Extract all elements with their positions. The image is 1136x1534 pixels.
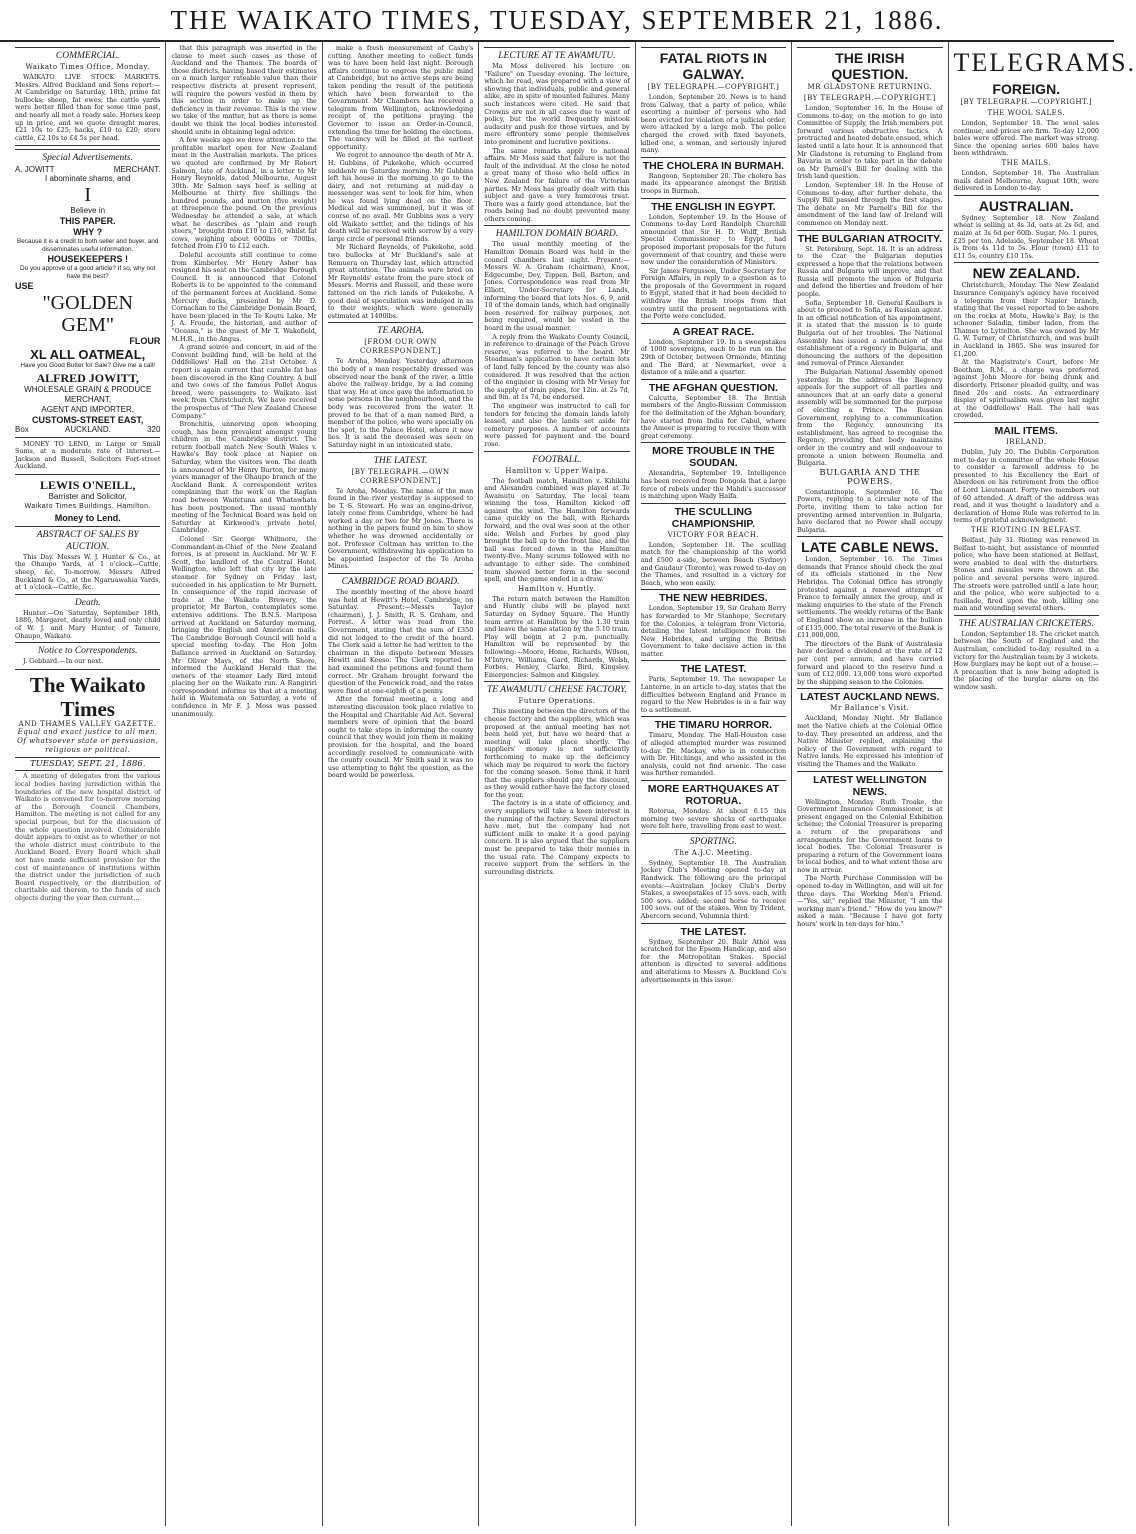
football-subheading: Hamilton v. Upper Waipa. [505, 466, 609, 475]
australian-body: Sydney, September 18. New Zealand wheat is selling at 4s 3d, oats at 2s 6d, and maize at 3s 6d per 60lb. Sugar, No. 1 pures, £25 per ton. Adelaide, September 18. Wheat is from 4s 11d to 5s. Flour (town) £11 to £11 5s, country £10 15s. [953, 213, 1099, 260]
galway-heading: FATAL RIOTS IN GALWAY. [641, 47, 786, 82]
timaru-heading: THE TIMARU HORROR. [641, 716, 786, 731]
wellington-body: Wellington, Monday. Ruth Troake, the Government Insurance Commissioner, is at present engaged on the Colonial Exhibition scheme; the Colonial Treasurer is preparing a return of the preparations and arrangements for the Government loans to local bodies. The Colonial Treasurer is preparing a return of the Government loans to local bodies, and to what extent these are now in arrear. [797, 797, 943, 874]
auckland-body: Auckland, Monday Night. Mr Ballance met the Native chiefs at the Colonial Office to-day. They presented an address, and the Native Minister replied, explaining the policy of the Government with regard to Native lands. He expressed his intention of visiting the Thames and the Waikato. [797, 714, 943, 768]
lecture-heading: LECTURE AT TE AWAMUTU. [484, 47, 629, 62]
ireland-body: Dublin, July 20. The Dublin Corporation met to-day in committee of the whole House to consider a farewell address to be presented to his Excellency the Earl of Aberdeen on his retirement from the office of Lord Lieutenant. Forty-two members out of 60 attended. A draft of the address was read, and it was thought a laudatory and a declaration of Home Rule was referred to in terms of grateful acknowledgment. [953, 448, 1099, 525]
auckland-label: AUCKLAND. [65, 424, 111, 434]
article-body: A grand soirée and concert, in aid of the Convent building fund, will be held at the Oddfellows' Hall on the 21st October. A report is again current that curable fat has been discovered in the King Country. A bull and two cows of the famous Pollet Angus breed, were passengers to Waikato last week from Christchurch. We have received the prospectus of "The New Zealand Cheese Company." [171, 343, 317, 420]
telegraph-subheading: [BY TELEGRAPH.—COPYRIGHT.] [960, 98, 1093, 106]
te-aroha-subheading: [FROM OUR OWN CORRESPONDENT.] [360, 338, 442, 356]
agent-line: AGENT AND IMPORTER, [41, 404, 135, 414]
column-1 [10, 42, 166, 1526]
flour-line: FLOUR [129, 336, 161, 347]
galway-body: London, September 20. News is to hand from Galway, that a party of police, while escorting a number of persons who had been evicted for violation of a judicial order, were attacked by a large mob. The police charged the crowd with fixed bayonets, killed one, a woman, and seriously injured many. [640, 93, 787, 155]
rotorua-heading: MORE EARTHQUAKES AT ROTORUA. [641, 780, 786, 807]
new-zealand-body: Christchurch, Monday. The New Zealand Insurance Company's agency have received a telegram from their Napier branch, stating that the vessel reported to be ashore on the rocks at Motu, Hawke's Bay, is the schooner Saladin, timber laden, from the Thames to Lyttelton. She was owned by Mr G. W. Turner, of Christchurch, and was built in Auckland in 1885. She was insured for £1,200. [953, 281, 1099, 358]
soudan-body: Alexandria, September 19. Intelligence has been received from Dongola that a large force of rebels under the Mahdi's successor is marching upon Wady Halfa. [640, 469, 787, 501]
article-body: A few weeks ago we drew attention to the profitable market open for New Zealand meat in the Australian markets. The prices we quoted are confirmed by Mr Robert Salmon, late of Auckland, in a letter to Mr Henry Reynolds, dated Melbourne, August 30th. Mr Salmon says beef is selling at Melbourne at thirty five shillings the hundred pounds, and mutton (five weight) at threepence the pound. On the previous Wednesday he attended a sale, at which what he describes as "plain and rough steers," brought from £10 to £16, whilst fat cows, weighing about 600lbs or 700lbs, fetched from £10 to £12 each. [171, 136, 317, 251]
cheese-body: This meeting between the directors of the cheese factory and the suppliers, which was proposed at the annual meeting has not been held yet, but have we heard that a meeting will take place shortly. The suppliers' money is not sufficiently forthcoming to make up the deficiency which may be required to work the factory for the coming season. Some think it hard that the suppliers should pay the discount, as they would rather have the factory closed for the year. [484, 707, 630, 799]
cricketers-heading: THE AUSTRALIAN CRICKETERS. [954, 615, 1099, 630]
foreign-heading: FOREIGN. [992, 81, 1061, 97]
ajc-body: Sydney, September 18. The Australian Jockey Club's Meeting opened to-day at Randwick. The following are the principal events:—Australian Jockey Club's Derby Stakes, a sweepstakes of 15 sovs. each, with 500 sovs. added; second horse to receive 100 sovs. out of the stakes. Won by Trident, Abercorn second, Volumnia third. [640, 858, 787, 920]
ajc-subheading: The A.J.C. Meeting. [674, 848, 753, 857]
latest-body: Paris, September 19. The newspaper Le Lanterne, in an article to-day, states that the difficulties between England and France in regard to the New Hebrides is in a fair way to a settlement. [640, 675, 787, 714]
golden-gem-line: "GOLDEN GEM" [42, 292, 133, 337]
death-body: Hunter.—On Saturday, September 18th, 1886, Margaret, dearly loved and only child of W. J. and Mary Hunter, of Tamere, Ohaupo, Waikato. [15, 608, 161, 640]
cheese-body-2: The factory is in a state of efficiency, and every suppliers will take a keen interest in the running of the factory. Several directors have met, but the company had not sufficient milk to make it a good paying concern. It is also argued that the suppliers must be prepared to take their monies in the usual rate. The Company expects to receive support from the settlers in the surrounding districts. [484, 799, 630, 876]
rotorua-body: Rotorua, Monday. At about 6.15 this morning two severe shocks of earthquake were felt here, travelling from east to west. [640, 807, 787, 831]
masthead-title: THE WAIKATO TIMES, TUESDAY, SEPTEMBER 21, 1886. [170, 5, 944, 35]
article-body: We regret to announce the death of Mr A. H. Gubbins, of Pukekohe, which occurred suddenly on Saturday morning. Mr Gubbins left his house in the morning to go to the dairy, and not returning at mid-day a messenger was sent to look for him, when he was found lying dead on the floor. Medical aid was summoned, but it was of course of no avail. Mr Gubbins was a very old Waikato settler, and the tidings of his death will be received with sorrow by a very large circle of personal friends. [327, 151, 474, 243]
grain-merchant-line: WHOLESALE GRAIN & PRODUCE MERCHANT, [24, 384, 152, 404]
bulgarian-body-2: Sofia, September 18. General Kaulbars is about to proceed to Sofia, as Russian agent. In an official notification of his appointment, it is stated that the mission is to guide Bulgaria out of her troubles. The National Assembly has issued a notification of the establishment of a regency in Bulgaria, and denouncing the authors of the deposition and removal of Prince Alexander. [797, 298, 943, 368]
inner-masthead-subtitle: AND THAMES VALLEY GAZETTE. [18, 719, 157, 728]
cambridge-road-board-heading: CAMBRIDGE ROAD BOARD. [328, 573, 473, 588]
ireland-subheading: IRELAND. [1005, 438, 1047, 446]
commercial-subheading: Waikato Times Office, Monday. [25, 63, 150, 71]
jowitt-name: A. JOWITT [15, 165, 55, 175]
article-body: make a fresh measurement of Cashy's cutting. Another meeting to collect funds was to have been held last night. Borough affairs continue to engross the public mind at Cambridge, but no active steps are being taken pending the result of the petitions which have been forwarded to the Government. Mr Chambers has received a telegram from Wellington, acknowledging receipt of the petitions praying the Governor to issue an Order-in-Council, extending the time for holding the elections. The vacancy will be filled at the earliest opportunity. [327, 44, 474, 151]
column-4 [479, 42, 635, 1526]
alfred-jowitt-line: ALFRED JOWITT, [36, 370, 139, 385]
box-label: Box [15, 424, 29, 434]
latest-body: Te Aroha, Monday. The name of the man found in the river yesterday is supposed to be T. S. Stewart. He was an engine-driver, lately come from Cambridge, where he had worked a day or two for Mr Jones. There is nothing in the papers found on him to show whether he was drowned accidentally or not. Professor Coltman has written to the Government, withdrawing his application to be appointed Inspector of the Te Aroha Mines. [327, 486, 474, 571]
housekeepers-line: HOUSEKEEPERS ! [47, 254, 128, 265]
huntly-subheading: Hamilton v. Huntly. [518, 584, 596, 593]
sculling-body: London, September 18. The sculling match for the championship of the world and £500 a-side, between Beach (Sydney) and Gaudaur (Toronto), was rowed to-day on the Thames, and resulted in a victory for Beach, who won easily. [640, 540, 787, 587]
telegraph-subheading: [BY TELEGRAPH.—COPYRIGHT.] [803, 94, 936, 102]
divider [15, 669, 160, 670]
divider [15, 474, 160, 475]
special-ads-heading: Special Advertisements. [15, 149, 160, 164]
domain-body-3: The engineer was instructed to call for tenders for fencing the domain lands lately leased, and also the lands set aside for cemetery purposes. A number of accounts were passed for payment and the board rose. [484, 401, 630, 448]
auckland-subheading: Mr Ballance's Visit. [830, 704, 910, 713]
money-lend-line: Money to Lend. [54, 512, 121, 523]
lewis-name: LEWIS O'NEILL, [40, 477, 136, 492]
cheese-factory-heading: TE AWAMUTU CHEESE FACTORY. [484, 681, 629, 696]
new-zealand-heading: NEW ZEALAND. [954, 262, 1099, 281]
article-body: Mr Richard Reynolds, of Pukekohe, sold two bullocks at Mr Buckland's sale at Remuera on Thursday last, which attracted great attention. The animals were bred on Mr Reynolds' estate from the pure stock of Messrs. Morris and Russell, and these were fattened on the rich lands of Pukekohe. A good deal of speculation was indulged in as to their weights, which were generally estimated at 1400lbs. [327, 243, 474, 320]
hebrides-heading: THE NEW HEBRIDES. [641, 589, 786, 604]
oatmeal-line: XL ALL OATMEAL, [30, 347, 146, 363]
cambridge-body-2: After the formal meeting, a long and interesting discussion took place relative to the Hospital and Charitable Aid Act. Several members were of opinion that the board ought to take steps in informing the county council that they would join them in making provision for the hospital, and the board accordingly resolved to communicate with the county council. Mr Smith said it was no use attempting to fight the question, as the board would be powerless. [327, 695, 474, 780]
burmah-body: Rangoon, September 20. The cholera has made its appearance amongst the British troops in Burmah. [640, 171, 787, 195]
abstract-body: This Day. Messrs W. J. Hunter & Co., at the Ohaupo Yards, at 1 o'clock—Cattle, sheep, &c. To-morrow. Messrs Alfred Buckland & Co., at the Ngaruawahia Yards, at 1 o'clock—Cattle, &c. [15, 552, 161, 592]
commercial-heading: COMMERCIAL. [15, 47, 160, 62]
jowitt-trade: MERCHANT. [113, 165, 161, 175]
notice-body: J. Gebbard.—In our next. [23, 657, 104, 666]
te-aroha-heading: TE AROHA. [328, 322, 473, 337]
lewis-oneill-ad [15, 478, 160, 524]
new-zealand-body-2: At the Magistrate's Court, before Mr Beetham, R.M., a charge was preferred against John Moore for being drunk and disorderly. Prisoner pleaded guilty, and was fined 20s and costs. An extraordinary display of spiritualism was given last night at the Oddfellows' Hall. The hall was crowded. [953, 358, 1099, 420]
egypt-body: London, September 19. In the House of Commons to-day Lord Randolph Churchill announced that Sir H. D. Wolff, British Special Commissioner to Egypt, had proposed important proposals for the future government of that country, and these were now under the consideration of Ministers. [640, 212, 787, 267]
afghan-heading: THE AFGHAN QUESTION. [641, 379, 786, 394]
sporting-heading: SPORTING. [641, 833, 786, 848]
egypt-body-2: Sir James Fergusson, Under Secretary for Foreign Affairs, in reply to a question as to the proposals of the Government in regard to Egypt, stated that it had been decided to withdraw the British troops from that country until the present negotiations with the Porte were concluded. [640, 266, 787, 321]
irish-subheading: MR GLADSTONE RETURNING. [807, 83, 933, 91]
irish-body-2: London, September 18. In the House of Commons to-day, after further debate, the Supply Bill passed through the first stages. The debate on Mr Parnell's Bill for the amendment of the land law of Ireland will commence on Monday next. [797, 180, 943, 227]
article-body: that this paragraph was inserted in the clause to meet such cases as those of Auckland and the Thames. The boards of those districts, having based their estimates on a much larger rateable value than their respective districts at present represent, will require the powers vested in them by this section in order to make up the deficiency in their revenue. This is the view we take of the matter, but as there is some doubt we think the local bodies interested should unite in obtaining legal advice. [171, 44, 317, 136]
jowitt-advertisement [15, 166, 160, 433]
te-aroha-body: Te Aroha, Monday. Yesterday afternoon the body of a man respectably dressed was observed near the bank of the river, a little above the railway bridge, by a lad coming that way. He at once gave the information to some persons in the neighbourhood, and the body was recovered from the water. It proved to be that of a man named Bird, a member of the police, who were specially on the spot, to the Palace Hotel, where it now lies. It is said the deceased was seen on Saturday night in an intoxicated state. [327, 357, 474, 449]
rioting-subheading: THE RIOTING IN BELFAST. [970, 525, 1082, 534]
column-7 [949, 42, 1136, 1526]
australian-heading: AUSTRALIAN. [954, 195, 1099, 214]
shams-line: I abominate shams, and [45, 173, 131, 183]
approve-line: Do you approve of a good article? If so, why not have the best? [20, 265, 156, 280]
hebrides-body: London, September 19. Sir Graham Berry has forwarded to Mr Stanhope, Secretary for the Colonies, a telegram from Victoria, detailing the latest intelligence from the New Hebrides, and urging the British Government to take decisive action in the matter. [640, 604, 787, 658]
column-6 [792, 42, 948, 1526]
article-body: Doleful accounts still continue to come from Kimberley. Mr Henry Asher has resigned his seat on the Cambridge Borough Council. It is announced that Colonel Roberts is to be appointed to the command of the permanent forces at Auckland. Some Mercury ducks, presented by Mr D. Cornachan to the Cambridge Domain Board, have been placed in the Te Koutu Lake. Mr J. A. Froude, the historian, and author of "Oceana," is the guest of Mr T. Wakefield, M.H.R., in the Angus. [171, 251, 317, 343]
buildings-line: Waikato Times Buildings, Hamilton. [24, 502, 151, 510]
powers-subheading: BULGARIA AND THE POWERS. [819, 467, 921, 487]
latest-heading: THE LATEST. [641, 660, 786, 675]
sculling-heading: THE SCULLING CHAMPIONSHIP. [641, 503, 786, 530]
leader-article-body: A meeting of delegates from the various local bodies having jurisdiction within the boundaries of the new hospital district of Waikato is convened for to-morrow morning at the Borough Council Chambers, Hamilton. The meeting is not called for any special purpose, but for the discussion of the whole question involved. Considerable doubt appears to exist as to whether or not the whole district must contribute to the Auckland Board. Every Board which shall not have made sufficient provision for the cost of maintenance of institutions within the district under the jurisdiction of such Board respectively, or the distribution of charitable aid therein, to the funds of such objects during the year then current... [15, 772, 161, 902]
cambridge-body: The monthly meeting of the above board was held at Hewitt's Hotel, Cambridge, on Saturday. Present:—Messrs Taylor (chairman), J. J. Smith, R. S. Graham, and Forrest. A letter was read from the Government, stating that the sum of £350 did not lodged to the credit of the board. The Clerk said a letter he had written to the chairman in the dispute between Messrs Hewitt and Keeso. The Clerk reported he had examined the petitions and found them correct. Mr Graham brought forward the question of the Fencwick road, and the rates were fixed at one-eighth of a penny. [327, 588, 474, 695]
use-line: USE [15, 281, 34, 292]
newspaper-masthead [0, 0, 1114, 42]
column-2 [166, 42, 322, 1526]
big-letter-i: I [84, 183, 92, 206]
lecture-body-2: The same remarks apply to national affairs. Mr Moss said that failure is not the fault of the individual. At the close he noted a great many of those who held office in New Zealand for failure of the Victorian parties. Mr Moss has greatly dealt with this subject and gave a very humorous treat. There was a fairly good attendance, but the roads being bad no doubt prevented many others coming. [484, 146, 630, 223]
telegrams-heading: TELEGRAMS. [953, 48, 1136, 77]
believe-line: Believe in [70, 205, 106, 215]
latest-heading: THE LATEST. [328, 452, 473, 467]
lecture-body: Ma Moss delivered his lecture on "Failure" on Tuesday evening. The lecture, which he read, was prepared with a view of showing that individuals, public and general alike, are in spite of mounted failures. Many such instances were cited. He said that Crowns are not in all cases due to want of policy, but the world frequently mistook audacity and push for those virtues, and by mere effrontery some people themselves into prominent and lucrative positions. [484, 62, 630, 146]
notice-heading: Notice to Correspondents. [15, 642, 160, 657]
cable-body-2: The directors of the Bank of Australasia have declared a dividend at the rate of 12 per cent per annum, and have carried forward and placed to the reserve fund a sum of £12,000. 13,000 tons were exported by the shipping season to the Colonies. [797, 639, 943, 686]
late-cable-heading: LATE CABLE NEWS. [797, 536, 942, 555]
latest-heading-2: THE LATEST. [641, 923, 786, 938]
huntly-body: The return match between the Hamilton and Huntly clubs will be played next Saturday on Sydney Square. The Huntly team arrive at Hamilton by the 1.30 train and leave the same station by the 5.10 train. Play will begin at 2 p.m. punctually. Hamilton will be represented by the following:—Moore, Home, Richards, Wilson, M'Intyre, Williams, Gard, Richards, Welsh, Forbes, Henley, Clarke, Bird, Kingsley. Emergencies: Salmon and Kingsley. [484, 594, 630, 679]
cable-body: London, September 16. The Times demands that France should check the zeal of its officials stationed in the New Hebrides. The Colonial Office has strongly protested against a renewed attempt of France to formally annex the group, and is making enquiries to the state of the French settlements. The weekly returns of the Bank of England show an increase in the bullion of £135,000. The total reserve of the Bank is £11,000,000. [797, 555, 943, 640]
abstract-heading: ABSTRACT OF SALES BY AUCTION. [15, 526, 160, 553]
afghan-body: Calcutta, September 18. The British members of the Anglo-Russian Commission for the delimitation of the Afghan boundary, have started from India for Cabul, where the Ameer is preparing to receive them with great ceremony. [640, 393, 787, 440]
telegraph-subheading: [BY TELEGRAPH.—COPYRIGHT.] [647, 83, 780, 91]
bulgarian-atrocity-heading: THE BULGARIAN ATROCITY. [797, 230, 942, 245]
divider [15, 437, 160, 438]
egypt-heading: THE ENGLISH IN EGYPT. [641, 198, 786, 213]
money-to-lend-ad: MONEY TO LEND, in Large or Small Sums, at a moderate rate of interest.—Jackson and Russell, Solicitors Fort-street Auckland. [15, 439, 161, 471]
death-heading: Death. [15, 594, 160, 609]
wool-body: London, September 18. The wool sales continue, and prices are firm. To-day 12,000 bales were offered. The market was strong. Since the opening series 600 bales have been withdrawn. [953, 119, 1099, 158]
mails-subheading: THE MAILS. [1001, 158, 1051, 167]
divider [15, 145, 160, 146]
column-5 [636, 42, 792, 1526]
cheese-subheading: Future Operations. [518, 697, 596, 706]
article-body: Colonel Sir George Whitmore, the Commandant-in-Chief of the New Zealand forces, is at present in Auckland. Mr W. F. Scott, the landlord of the Central Hotel, Wellington, who left that city by the late steamer for Sydney on Friday last, succeeded in his application to Mr Burnett. In consequence of the rapid increase of trade at the Waikato Brewery, the proprietor, Mr Barton, contemplates some extensive additions. The B.N.S. Mariposa arrived at Auckland on Saturday morning, bringing the English and American mails. The Cambridge Borough Council will hold a special meeting to-day. The Hon John Ballance arrived in Auckland on Saturday. Mr Oliver Mays, of the North Shore, informed the Auckland Herald that the owners of the steamer Lady Bird intend placing her on the Waikato run. A Rangiriri correspondent informs us that at a meeting held in Waitemata on Saturday, a vote of confidence in Mr F. J. Moss was passed unanimously. [171, 535, 317, 718]
latest-subheading: [BY TELEGRAPH.—OWN CORRESPONDENT.] [351, 467, 450, 485]
irish-question-heading: THE IRISH QUESTION. [797, 47, 942, 82]
article-body: Bronchitis, unnerving upon whooping cough, has been prevalent amongst young children in the Cambridge district. The return football match New South Wales v. Hawke's Bay took place at Napier on Saturday, when the visitors won. The death is announced of Mr Henry Burton, for many years manager of the Ohaupo branch of the Auckland Bank. A correspondent writes complaining that the work on the Raglan road between Waitetuna and Whatawhata has been postponed. The usual monthly meeting of the Technical Board was held on Saturday at Kirkwood's private hotel, Cambridge. [171, 420, 317, 535]
inner-masthead-motto: Equal and exact justice to all men, Of whatsoever state or persuasion, religious or political. [17, 728, 159, 755]
timaru-body: Timaru, Monday. The Hall-Houston case of alleged attempted murder was resumed to-day. Dr. Mackay, who is in connection with Dr. Hitchings, and who assisted in the analysis, could not find arsenic. The case was further remanded. [640, 731, 787, 778]
auckland-news-heading: LATEST AUCKLAND NEWS. [797, 688, 942, 703]
wool-subheading: THE WOOL SALES. [987, 109, 1066, 117]
this-paper-line: THIS PAPER. [59, 215, 116, 226]
cricketers-body: London, September 18. The cricket match between the South of England and the Australian, concluded to-day, resulted in a victory for the Australian team by 3 wickets. How burglars may be kept out of a house.—A precaution that is now being adopted is the placing of the burglar alarm on the window sash. [953, 629, 1099, 692]
irish-body: London, September 16. In the House of Commons to-day, on the motion to go into Committee of Supply, the Irish members put forward various obstructive tactics. A protracted and heated debate ensued, which lasted until a late hour. It is announced that Mr Gladstone is returning to England from Bavaria in order to take part in the debate on Mr Parnell's Bill for dealing with the Irish land question. [797, 104, 943, 181]
commercial-body: WAIKATO LIVE STOCK MARKETS. Messrs. Alfred Buckland and Sons report:—At Cambridge on Saturday, 18th, prime fat bullocks; sheep, fat ewes; the cattle yards were better filled than for some time past, and nearly all met a ready sale. Horses keep up in price, and we quote draught mares, £21 10s to £25; hacks, £10 to £20; store cattle, £2 10s to £4 5s per head. [15, 73, 161, 142]
domain-body: The usual monthly meeting of the Hamilton Domain Board was held in the council chambers last night. Present:—Messrs W. A. Graham (chairman), Knox, Edgecumbe, Dey, Tippen, Bell, Barton, and Jones. Correspondence was read from Mr Elliott, Under-Secretary for Lands, informing the board that lots Nos. 6, 9, and 10 of the domain lands, which had originally been reserved for railway purposes, not being required, would be vested in the board in the usual manner. [484, 240, 630, 332]
burmah-heading: THE CHOLERA IN BURMAH. [641, 157, 786, 172]
powers-body: Constantinople, September 16. The Powers, replying to a circular note of the Porte, inviting them to take action for preventing armed intervention in Bulgaria, have declared that no Power shall occupy Bulgaria. [797, 487, 943, 534]
wellington-news-heading: LATEST WELLINGTON NEWS. [797, 771, 942, 798]
customs-line: CUSTOMS-STREET EAST, [32, 414, 144, 425]
why-body: Because it is a credit to both seller and buyer, and disseminates useful information. [17, 237, 159, 253]
wellington-body-2: The North Purchase Commission will be opened to-day in Wellington, and will sit for three days. The Working Men's Friend.—"Yes, sir," replied the Minister, "I am the working man's friend." "How do you know?" asked a man. "Because I have got forty hours' work in ten days for him." [797, 874, 943, 929]
bulgarian-body-3: The Bulgarian National Assembly opened yesterday. In the address the Regency appeals for the support of all parties and announces that at an early date a general assembly will be summoned for the purpose of electing a Prince. The Russian Government, replying to a communication from the Regency, announcing its establishment, has agreed to recognise the Regency, providing that body maintains order in the country and will endeavour to promote a union between Roumelia and Bulgaria. [797, 368, 943, 468]
why-line: WHY ? [73, 226, 103, 237]
mails-body: London, September 18. The Australian mails dated Melbourne, August 10th, were delivered in London to-day. [953, 168, 1099, 193]
domain-body-2: A reply from the Waikato County Council, in reference to drainage of the Peach Grove reserve, was referred to the board. Mr Steadman's application to have certain lots of land fully fenced by the county was also considered. It was resolved that the action of the engineer in closing with Mr Vesey for the supply of drain pipes, for 12in. at 2s 7d, and 9in. at 1s 7d, be endorsed. [484, 332, 630, 402]
inner-masthead-date: TUESDAY, SEPT. 21, 1886. [15, 757, 160, 771]
football-heading: FOOTBALL. [484, 451, 629, 466]
inner-masthead-title: The Waikato Times [29, 672, 146, 721]
rioting-body: Belfast, July 31. Rioting was renewed in Belfast to-night, but assistance of mounted police, who have been stationed at Belfast, were enabled to deal with the disturbers. Stones and missiles were thrown at the police and several persons were injured. The streets were patrolled until a late hour, and the police, who were subjected to a fusillade, fired upon the mob, killing one man and wounding several others. [953, 535, 1099, 613]
columns-container [10, 42, 1136, 1526]
column-3 [323, 42, 479, 1526]
butter-line: Have you Good Butter for Sale? Give me a call! [20, 362, 156, 370]
barrister-line: Barrister and Solicitor, [48, 491, 127, 501]
race-heading: A GREAT RACE. [641, 323, 786, 338]
domain-board-heading: HAMILTON DOMAIN BOARD. [484, 225, 629, 240]
bulgarian-body: St. Petersburg, Sept. 18. It is an address to the Czar the Bulgarian deputies expressed a hope that the relations between Russia and Bulgaria will improve, and that Russia will promote the union of Bulgaria and defend the liberties and freedom of her people. [797, 244, 943, 299]
race-body: London, September 19. In a sweepstakes of 1000 sovereigns, each to be run on the 29th of October, between Ormonde, Minting and The Bard, at Newmarket, over a distance of a mile and a quarter. [640, 337, 787, 377]
latest-body-2: Sydney, September 20. Blair Athol was scratched for the Epsom Handicap, and also for the Metropolitan Stakes. Special attention is directed to several additions and alterations to Messrs A. Buckland Co's advertisements in this issue. [640, 937, 787, 984]
box-number: 320 [147, 424, 161, 434]
football-body: The football match, Hamilton v. Kihikihi and Alexandra combined was played at Te Awamutu on Saturday. The local team winning the toss, Hamilton kicked off against the wind. The Hamilton forwards came quickly on the ball, with Richards forward, and the oval was soon at the other side. Welsh and Forbes by good play brought the ball up to the front line, and the ball was forced down in the Hamilton twenty-five. Many scrums followed with no advantage to either side. The combined team showed better form in the second spell, and the game ended in a draw. [484, 476, 630, 584]
sculling-subheading: VICTORY FOR BEACH. [667, 530, 760, 539]
mail-items-heading: MAIL ITEMS. [954, 422, 1099, 437]
soudan-heading: MORE TROUBLE IN THE SOUDAN. [641, 442, 786, 469]
